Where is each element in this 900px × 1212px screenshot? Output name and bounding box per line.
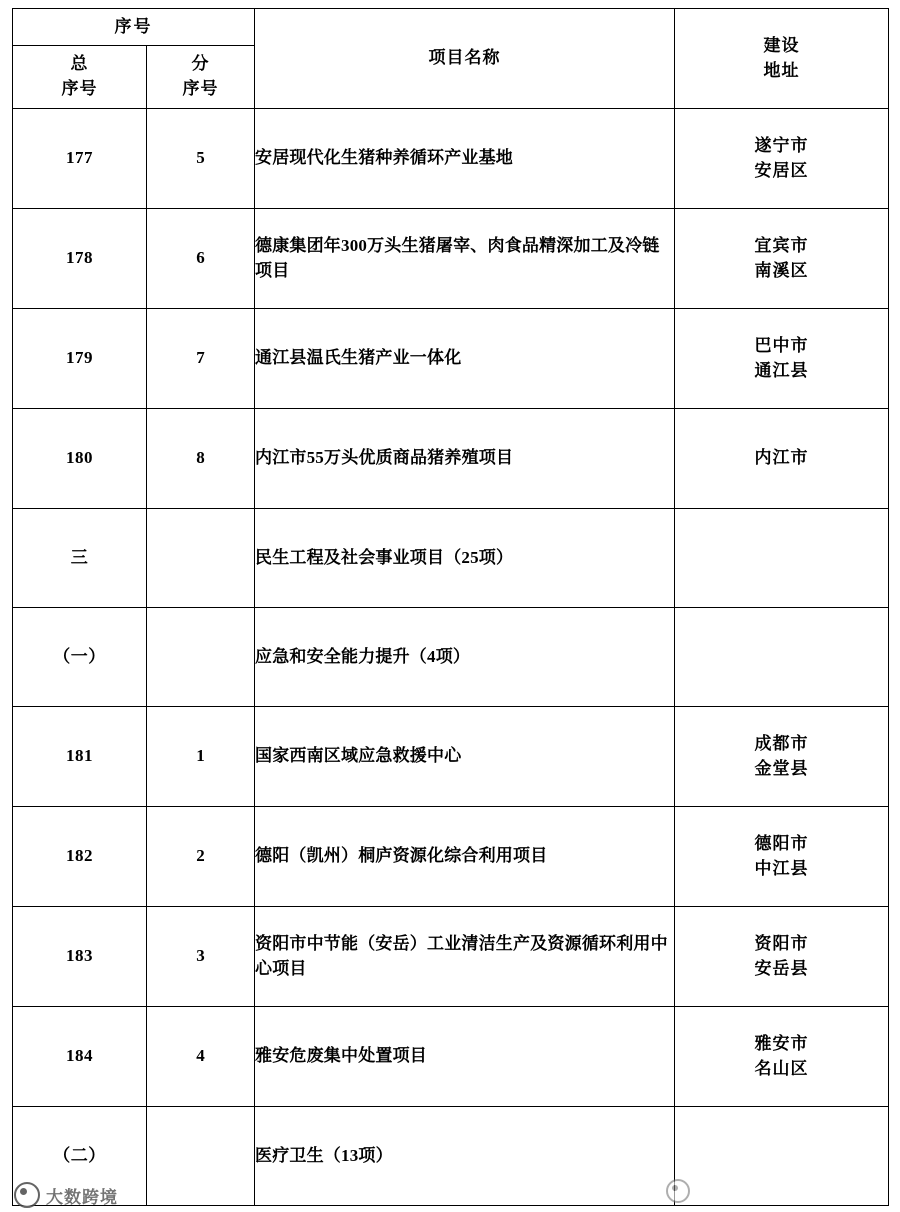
cell-sub-serial: 8 <box>147 409 255 509</box>
cell-project-name: 通江县温氏生猪产业一体化 <box>255 309 675 409</box>
cell-total-serial: 183 <box>13 907 147 1007</box>
table-row <box>13 309 889 409</box>
cell-project-name: 民生工程及社会事业项目（25项） <box>255 509 675 608</box>
cell-address <box>675 409 889 509</box>
table-header-row-1 <box>13 9 889 46</box>
cell-address-line2: 通江县 <box>754 360 809 380</box>
cell-total-serial: 180 <box>13 409 147 509</box>
header-total-serial-line2: 序号 <box>61 79 98 98</box>
cell-address <box>675 509 889 608</box>
cell-address <box>675 608 889 707</box>
cell-sub-serial: 7 <box>147 309 255 409</box>
table-body <box>13 109 889 1206</box>
cell-address <box>675 707 889 807</box>
table-row <box>13 1107 889 1206</box>
cell-address <box>675 209 889 309</box>
table-row <box>13 608 889 707</box>
cell-address-line1: 雅安市 <box>754 1033 809 1053</box>
cell-project-name: 资阳市中节能（安岳）工业清洁生产及资源循环利用中心项目 <box>255 907 675 1007</box>
cell-sub-serial: 6 <box>147 209 255 309</box>
cell-project-name: 医疗卫生（13项） <box>255 1107 675 1206</box>
cell-sub-serial <box>147 1107 255 1206</box>
cell-address <box>675 309 889 409</box>
cell-project-name: 内江市55万头优质商品猪养殖项目 <box>255 409 675 509</box>
cell-address-line1: 遂宁市 <box>754 135 809 155</box>
table-row <box>13 1007 889 1107</box>
cell-address-line2: 安居区 <box>754 160 809 180</box>
cell-total-serial: 178 <box>13 209 147 309</box>
cell-address <box>675 1107 889 1206</box>
cell-address-line1: 内江市 <box>754 448 809 468</box>
cell-sub-serial: 2 <box>147 807 255 907</box>
cell-address-line1: 资阳市 <box>754 933 809 953</box>
cell-project-name: 雅安危废集中处置项目 <box>255 1007 675 1107</box>
cell-sub-serial <box>147 608 255 707</box>
header-address-line1: 建设 <box>763 35 800 55</box>
cell-total-serial: 181 <box>13 707 147 807</box>
watermark-label: 大数跨境 <box>46 1187 118 1207</box>
table-row <box>13 209 889 309</box>
header-total-serial-line1: 总 <box>70 54 89 74</box>
cell-address-line2: 名山区 <box>754 1058 809 1078</box>
cell-total-serial: （二） <box>13 1107 147 1206</box>
cell-address-line1: 巴中市 <box>754 335 809 355</box>
header-serial-group: 序号 <box>13 9 255 46</box>
table-header <box>13 9 889 109</box>
table-row <box>13 509 889 608</box>
cell-total-serial: 177 <box>13 109 147 209</box>
cell-project-name: 国家西南区域应急救援中心 <box>255 707 675 807</box>
cell-total-serial: 179 <box>13 309 147 409</box>
cell-sub-serial: 5 <box>147 109 255 209</box>
cell-address <box>675 807 889 907</box>
cell-address <box>675 109 889 209</box>
table-row <box>13 707 889 807</box>
cell-project-name: 安居现代化生猪种养循环产业基地 <box>255 109 675 209</box>
cell-address <box>675 907 889 1007</box>
watermark <box>14 1182 118 1208</box>
header-total-serial <box>13 46 147 109</box>
cell-sub-serial: 4 <box>147 1007 255 1107</box>
cell-address <box>675 1007 889 1107</box>
table-row <box>13 409 889 509</box>
cell-address-line2: 中江县 <box>754 858 809 878</box>
watermark-secondary-logo-icon <box>666 1179 690 1203</box>
cell-total-serial: 三 <box>13 509 147 608</box>
cell-project-name: 应急和安全能力提升（4项） <box>255 608 675 707</box>
header-sub-serial-line1: 分 <box>191 54 210 74</box>
cell-address-line1: 成都市 <box>754 733 809 753</box>
header-address <box>675 9 889 109</box>
cell-sub-serial <box>147 509 255 608</box>
watermark-secondary <box>666 1179 690 1208</box>
cell-address-line2: 南溪区 <box>754 260 809 280</box>
header-address-line2: 地址 <box>763 60 800 80</box>
project-table <box>12 8 889 1206</box>
header-sub-serial <box>147 46 255 109</box>
cell-address-line2: 安岳县 <box>754 958 809 978</box>
cell-address-line1: 德阳市 <box>754 833 809 853</box>
cell-project-name: 德阳（凯州）桐庐资源化综合利用项目 <box>255 807 675 907</box>
cell-sub-serial: 3 <box>147 907 255 1007</box>
cell-sub-serial: 1 <box>147 707 255 807</box>
header-project-name: 项目名称 <box>255 9 675 109</box>
cell-address-line2: 金堂县 <box>754 758 809 778</box>
cell-project-name: 德康集团年300万头生猪屠宰、肉食品精深加工及冷链项目 <box>255 209 675 309</box>
watermark-logo-icon <box>14 1182 40 1208</box>
cell-address-line1: 宜宾市 <box>754 235 809 255</box>
table-row <box>13 907 889 1007</box>
table-row <box>13 109 889 209</box>
cell-total-serial: （一） <box>13 608 147 707</box>
cell-total-serial: 184 <box>13 1007 147 1107</box>
header-sub-serial-line2: 序号 <box>182 79 219 98</box>
cell-total-serial: 182 <box>13 807 147 907</box>
table-row <box>13 807 889 907</box>
